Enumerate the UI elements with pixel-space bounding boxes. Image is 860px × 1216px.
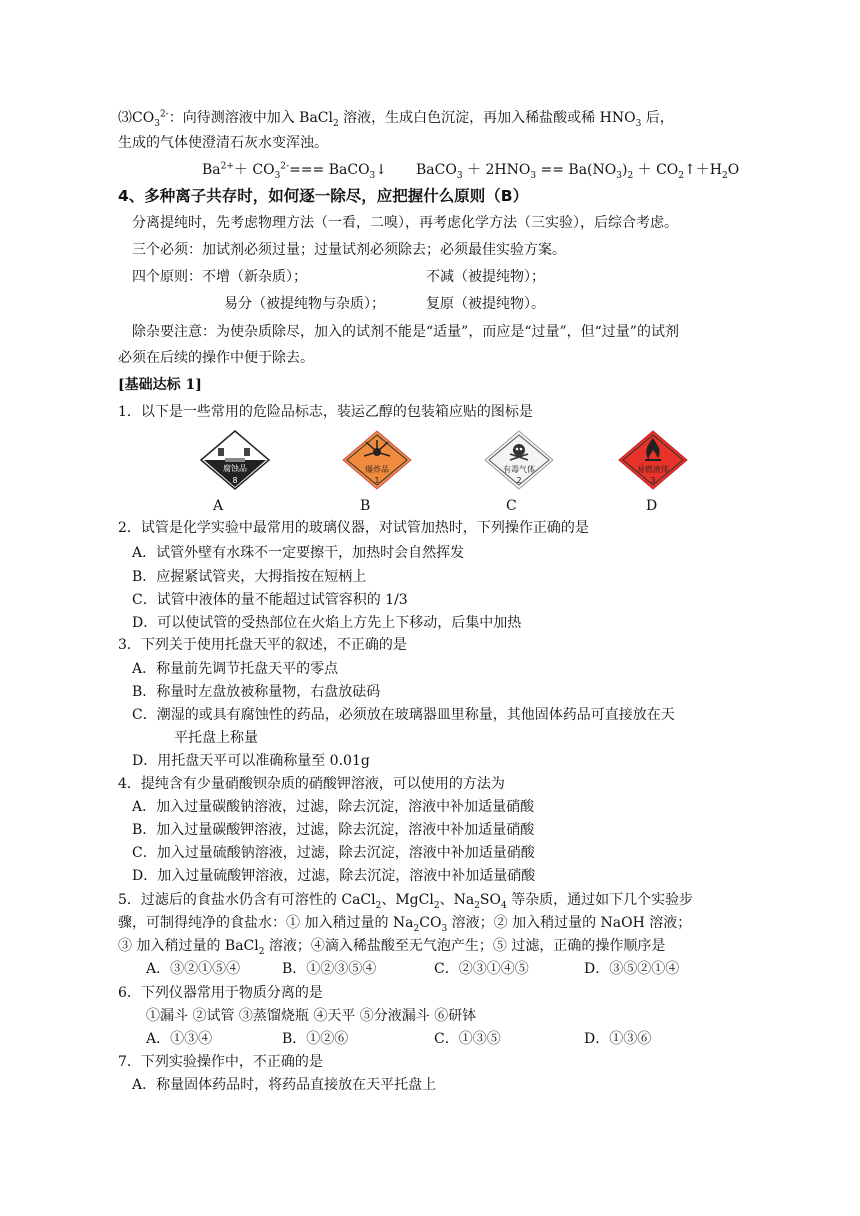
q5-option-d: D．③⑤②①④	[584, 961, 680, 977]
q7-stem: 7．下列实验操作中，不正确的是	[118, 1054, 323, 1070]
q6-option-b: B．①②⑥	[282, 1031, 349, 1047]
toxic-gas-sign-icon	[484, 430, 554, 490]
sign-b-letter: B	[360, 498, 371, 514]
sign-a-caption: 腐蚀品	[223, 464, 247, 473]
q4-option-c: C．加入过量硫酸钠溶液，过滤，除去沉淀，溶液中补加适量硝酸	[132, 845, 535, 861]
q3-option-c-cont: 平托盘上称量	[174, 730, 258, 746]
sign-c-digit: 2	[516, 476, 522, 485]
sign-a-letter: A	[213, 498, 224, 514]
q3-option-a: A．称量前先调节托盘天平的零点	[132, 661, 339, 677]
q6-option-c: C．①③⑤	[434, 1031, 501, 1047]
principle-4a: 易分（被提纯物与杂质）；	[224, 296, 385, 312]
sign-a-digit: 8	[232, 476, 238, 485]
q5-option-c: C．②③①④⑤	[434, 961, 529, 977]
q2-option-d: D．可以使试管的受热部位在火焰上方先上下移动，后集中加热	[132, 615, 522, 631]
principle-6: 必须在后续的操作中便于除去。	[118, 350, 314, 366]
sign-c-letter: C	[506, 498, 517, 514]
equation-1: $Ba^{2+}+ CO_3^{2-}===$ BaCO$_3$↓	[202, 161, 388, 181]
principle-1: 分离提纯时，先考虑物理方法（一看，二嗅），再考虑化学方法（三实验），后综合考虑。	[132, 215, 678, 231]
q1-stem: 1．以下是一些常用的危险品标志，装运乙醇的包装箱应贴的图标是	[118, 404, 533, 420]
q4-stem: 4．提纯含有少量硝酸钡杂质的硝酸钾溶液，可以使用的方法为	[118, 776, 505, 792]
q3-stem: 3．下列关于使用托盘天平的叙述，不正确的是	[118, 637, 407, 653]
practice-title: [基础达标 1]	[118, 377, 202, 393]
q3-option-c: C．潮湿的或具有腐蚀性的药品，必须放在玻璃器皿里称量，其他固体药品可直接放在天	[132, 707, 675, 723]
principle-4b: 复原（被提纯物）。	[426, 296, 545, 312]
sign-d-letter: D	[646, 498, 658, 514]
q4-option-d: D．加入过量硫酸钾溶液，过滤，除去沉淀，溶液中补加适量硝酸	[132, 868, 536, 884]
section3-line2: 生成的气体使澄清石灰水变浑浊。	[118, 135, 328, 151]
q6-stem: 6．下列仪器常用于物质分离的是	[118, 985, 323, 1001]
q4-option-a: A．加入过量碳酸钠溶液，过滤，除去沉淀，溶液中补加适量硝酸	[132, 799, 535, 815]
principle-3a: 四个原则：不增（新杂质）；	[132, 269, 307, 285]
q5-option-b: B．①②③⑤④	[282, 961, 377, 977]
principle-5: 除杂要注意：为使杂质除尽，加入的试剂不能是“适量”，而应是“过量”，但“过量”的试剂	[132, 324, 679, 340]
hazard-signs	[0, 430, 860, 500]
section3-line1: $⑶CO_3^{2-}$：向待测溶液中加入 BaCl$_2$ 溶液，生成白色沉淀，再加入稀盐酸或稀 $HNO_3$ 后，	[118, 109, 674, 129]
q5-stem-line3: ③ 加入稍过量的 BaCl$_2$ 溶液；④滴入稀盐酸至无气泡产生；⑤ 过滤，正确的操作顺序是	[118, 938, 666, 957]
q3-option-d: D．用托盘天平可以准确称量至 0.01g	[132, 753, 370, 769]
q6-items: ①漏斗 ②试管 ③蒸馏烧瓶 ④天平 ⑤分液漏斗 ⑥研钵	[146, 1008, 477, 1024]
q6-option-d: D．①③⑥	[584, 1031, 652, 1047]
sign-c-caption: 有毒气体	[503, 465, 535, 474]
sign-d-caption: 易燃液体	[637, 465, 669, 474]
sign-d-digit: 3	[650, 476, 656, 485]
flammable-liquid-sign-icon	[618, 430, 688, 490]
q5-stem-line1: 5．过滤后的食盐水仍含有可溶性的 CaCl$_2$、MgCl$_2$、$Na_2SO_4$ 等杂质，通过如下几个实验步	[118, 892, 694, 911]
q2-option-a: A．试管外壁有水珠不一定要擦干，加热时会自然挥发	[132, 545, 465, 561]
sign-b-digit: 1	[374, 476, 380, 485]
principle-2: 三个必须：加试剂必须过量；过量试剂必须除去；必须最佳实验方案。	[132, 242, 566, 258]
corrosive-sign-icon	[200, 430, 270, 490]
q4-option-b: B．加入过量碳酸钾溶液，过滤，除去沉淀，溶液中补加适量硝酸	[132, 822, 535, 838]
sign-b-caption: 爆炸品	[365, 465, 389, 474]
q5-stem-line2: 骤，可制得纯净的食盐水：① 加入稍过量的 $Na_2CO_3$ 溶液；② 加入稍过量的 NaOH 溶液；	[118, 915, 692, 934]
principle-3b: 不减（被提纯物）；	[426, 269, 545, 285]
q6-option-a: A．①③④	[146, 1031, 213, 1047]
q2-stem: 2．试管是化学实验中最常用的玻璃仪器，对试管加热时，下列操作正确的是	[118, 520, 589, 536]
q3-option-b: B．称量时左盘放被称量物，右盘放砝码	[132, 684, 381, 700]
explosive-sign-icon	[342, 430, 412, 490]
equation-2: BaCO$_3$ ＋ $2HNO_3 == Ba(NO_3)_2$ ＋ $CO_2↑+H_2O$	[416, 162, 740, 181]
q2-option-b: B．应握紧试管夹，大拇指按在短柄上	[132, 569, 367, 585]
q5-option-a: A．③②①⑤④	[146, 961, 241, 977]
q2-option-c: C．试管中液体的量不能超过试管容积的 1/3	[132, 592, 408, 608]
q7-option-a: A．称量固体药品时，将药品直接放在天平托盘上	[132, 1077, 437, 1093]
heading-4: 4、多种离子共存时，如何逐一除尽，应把握什么原则（B）	[118, 187, 529, 205]
